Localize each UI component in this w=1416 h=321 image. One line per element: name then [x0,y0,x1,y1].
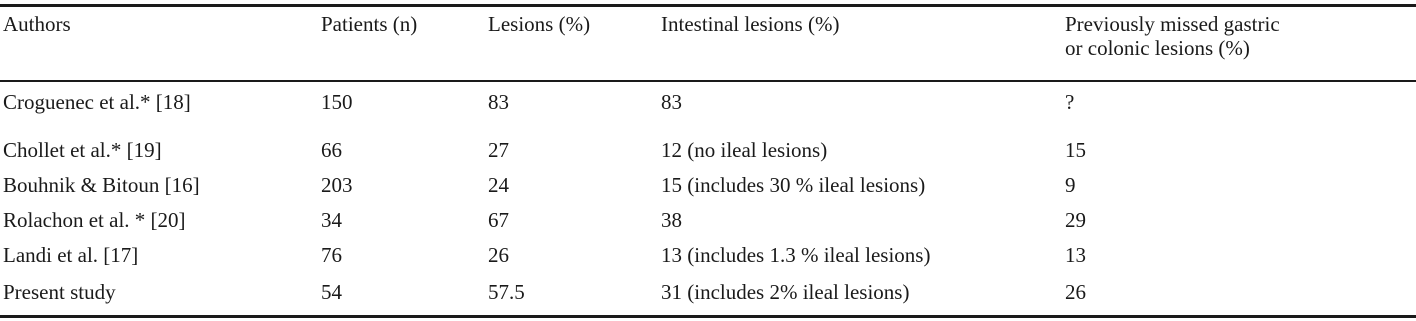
cell-intestinal-lesions: 12 (no ileal lesions) [661,138,828,162]
cell-previously-missed: ? [1065,90,1075,114]
cell-previously-missed: 15 [1065,138,1086,162]
cell-authors: Rolachon et al. * [20] [3,208,186,232]
header-authors: Authors [3,12,71,36]
table-header-rule [0,80,1416,82]
cell-lesions: 67 [488,208,509,232]
cell-patients: 34 [321,208,342,232]
header-previously-missed-line2: or colonic lesions (%) [1065,36,1250,60]
cell-intestinal-lesions: 38 [661,208,682,232]
cell-lesions: 26 [488,243,509,267]
cell-previously-missed: 13 [1065,243,1086,267]
cell-patients: 203 [321,173,353,197]
header-previously-missed-line1: Previously missed gastric [1065,12,1280,36]
cell-intestinal-lesions: 83 [661,90,682,114]
cell-patients: 66 [321,138,342,162]
cell-previously-missed: 29 [1065,208,1086,232]
cell-authors: Present study [3,280,116,304]
cell-authors: Bouhnik & Bitoun [16] [3,173,200,197]
cell-lesions: 27 [488,138,509,162]
table-top-rule [0,4,1416,7]
header-intestinal-lesions: Intestinal lesions (%) [661,12,840,36]
cell-authors: Landi et al. [17] [3,243,139,267]
cell-patients: 54 [321,280,342,304]
cell-authors: Chollet et al.* [19] [3,138,162,162]
cell-patients: 150 [321,90,353,114]
cell-patients: 76 [321,243,342,267]
cell-lesions: 57.5 [488,280,525,304]
header-lesions: Lesions (%) [488,12,591,36]
cell-intestinal-lesions: 15 (includes 30 % ileal lesions) [661,173,926,197]
cell-authors: Croguenec et al.* [18] [3,90,191,114]
header-previously-missed [1065,12,1280,60]
cell-intestinal-lesions: 31 (includes 2% ileal lesions) [661,280,910,304]
cell-lesions: 24 [488,173,509,197]
header-patients: Patients (n) [321,12,418,36]
cell-lesions: 83 [488,90,509,114]
cell-previously-missed: 9 [1065,173,1076,197]
table-bottom-rule [0,315,1416,318]
cell-previously-missed: 26 [1065,280,1086,304]
cell-intestinal-lesions: 13 (includes 1.3 % ileal lesions) [661,243,931,267]
